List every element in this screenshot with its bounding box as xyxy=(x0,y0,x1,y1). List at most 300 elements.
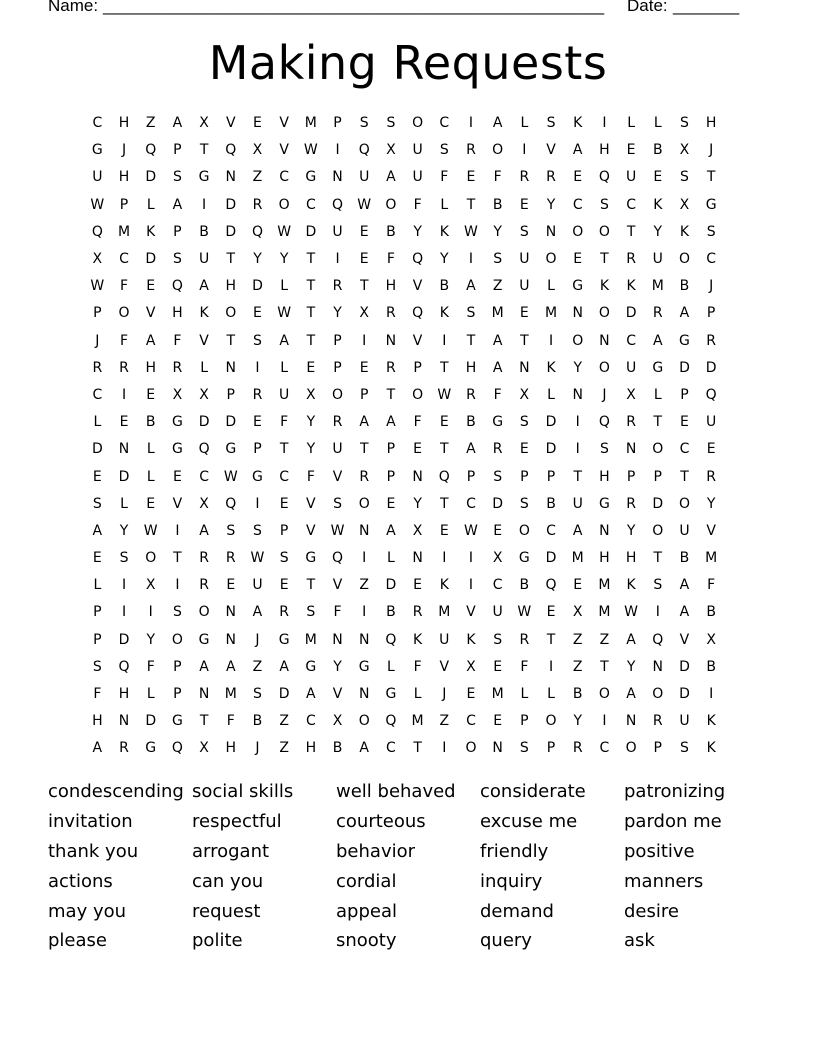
grid-letter[interactable]: N xyxy=(599,332,610,349)
grid-letter[interactable]: B xyxy=(386,604,396,621)
grid-letter[interactable]: T xyxy=(279,441,289,458)
grid-letter[interactable]: R xyxy=(119,359,129,376)
grid-letter[interactable]: A xyxy=(199,278,209,295)
grid-letter[interactable]: X xyxy=(145,577,156,594)
grid-letter[interactable]: D xyxy=(198,414,210,431)
grid-letter[interactable]: V xyxy=(332,686,343,703)
grid-letter[interactable]: I xyxy=(655,604,660,621)
grid-letter[interactable]: O xyxy=(332,386,344,403)
grid-letter[interactable]: C xyxy=(679,441,690,458)
grid-letter[interactable]: B xyxy=(519,577,530,594)
grid-letter[interactable]: C xyxy=(305,196,316,213)
grid-letter[interactable]: S xyxy=(493,468,503,485)
grid-letter[interactable]: K xyxy=(706,740,716,757)
grid-letter[interactable]: P xyxy=(626,468,636,485)
grid-letter[interactable]: A xyxy=(92,522,103,539)
grid-letter[interactable]: G xyxy=(652,359,664,376)
grid-letter[interactable]: U xyxy=(572,495,583,512)
grid-letter[interactable]: W xyxy=(90,196,105,213)
grid-letter[interactable]: Z xyxy=(492,278,503,295)
grid-letter[interactable]: U xyxy=(679,713,690,730)
grid-letter[interactable]: W xyxy=(303,142,318,159)
grid-letter[interactable]: Q xyxy=(91,223,103,240)
grid-letter[interactable]: X xyxy=(386,142,396,159)
grid-letter[interactable]: G xyxy=(278,631,290,648)
grid-letter[interactable]: E xyxy=(573,577,583,594)
grid-letter[interactable]: A xyxy=(492,115,503,132)
grid-letter[interactable]: B xyxy=(679,278,690,295)
grid-letter[interactable]: S xyxy=(279,550,289,567)
grid-letter[interactable]: P xyxy=(173,658,182,675)
grid-letter[interactable]: E xyxy=(493,522,503,539)
grid-letter[interactable]: E xyxy=(519,441,529,458)
grid-letter[interactable]: P xyxy=(173,142,182,159)
grid-letter[interactable]: M xyxy=(491,305,504,322)
grid-letter[interactable]: Q xyxy=(598,414,610,431)
grid-letter[interactable]: S xyxy=(519,223,529,240)
grid-letter[interactable]: N xyxy=(572,305,583,322)
grid-letter[interactable]: B xyxy=(706,604,716,621)
grid-letter[interactable]: Z xyxy=(572,658,583,675)
grid-letter[interactable]: F xyxy=(413,658,422,675)
grid-letter[interactable]: V xyxy=(279,115,289,132)
grid-letter[interactable]: O xyxy=(572,223,584,240)
grid-letter[interactable]: E xyxy=(386,495,396,512)
grid-letter[interactable]: B xyxy=(252,713,263,730)
grid-letter[interactable]: J xyxy=(602,386,607,403)
grid-letter[interactable]: E xyxy=(146,386,156,403)
grid-letter[interactable]: H xyxy=(172,305,183,322)
grid-letter[interactable]: W xyxy=(517,604,532,621)
grid-letter[interactable]: B xyxy=(679,550,690,567)
grid-letter[interactable]: T xyxy=(573,468,582,485)
grid-letter[interactable]: N xyxy=(118,441,130,458)
grid-letter[interactable]: F xyxy=(120,278,129,295)
grid-letter[interactable]: F xyxy=(386,251,395,268)
grid-letter[interactable]: P xyxy=(413,359,422,376)
grid-letter[interactable]: L xyxy=(440,196,449,213)
grid-letter[interactable]: G xyxy=(679,332,690,349)
grid-letter[interactable]: K xyxy=(199,305,209,322)
grid-letter[interactable]: N xyxy=(225,631,237,648)
grid-letter[interactable]: S xyxy=(680,169,689,186)
grid-letter[interactable]: Y xyxy=(306,441,316,458)
grid-letter[interactable]: E xyxy=(413,577,423,594)
grid-letter[interactable]: G xyxy=(518,550,530,567)
grid-letter[interactable]: I xyxy=(442,550,447,567)
grid-letter[interactable]: T xyxy=(440,359,449,376)
grid-letter[interactable]: N xyxy=(572,386,583,403)
grid-letter[interactable]: U xyxy=(679,522,690,539)
grid-letter[interactable]: I xyxy=(202,196,207,213)
grid-letter[interactable]: E xyxy=(706,441,716,458)
grid-letter[interactable]: M xyxy=(438,604,451,621)
grid-letter[interactable]: F xyxy=(413,196,422,213)
grid-letter[interactable]: O xyxy=(465,740,477,757)
grid-letter[interactable]: Y xyxy=(546,196,556,213)
grid-letter[interactable]: H xyxy=(599,142,610,159)
grid-letter[interactable]: H xyxy=(118,686,130,703)
grid-letter[interactable]: K xyxy=(439,305,449,322)
grid-letter[interactable]: P xyxy=(333,332,342,349)
grid-letter[interactable]: H xyxy=(705,115,717,132)
grid-letter[interactable]: T xyxy=(306,305,316,322)
grid-letter[interactable]: A xyxy=(386,522,396,539)
grid-letter[interactable]: R xyxy=(225,550,236,567)
grid-letter[interactable]: E xyxy=(439,522,449,539)
grid-letter[interactable]: Q xyxy=(412,251,424,268)
grid-letter[interactable]: Z xyxy=(145,115,156,132)
grid-letter[interactable]: R xyxy=(252,386,263,403)
grid-letter[interactable]: O xyxy=(518,522,530,539)
grid-letter[interactable]: S xyxy=(172,169,182,186)
grid-letter[interactable]: I xyxy=(442,740,447,757)
grid-letter[interactable]: H xyxy=(225,278,237,295)
grid-letter[interactable]: Z xyxy=(252,658,263,675)
grid-letter[interactable]: T xyxy=(386,386,396,403)
grid-letter[interactable]: X xyxy=(412,522,423,539)
grid-letter[interactable]: B xyxy=(386,223,396,240)
grid-letter[interactable]: V xyxy=(412,278,423,295)
grid-letter[interactable]: W xyxy=(277,305,292,322)
grid-letter[interactable]: V xyxy=(145,305,156,322)
grid-letter[interactable]: Z xyxy=(279,713,289,730)
grid-letter[interactable]: L xyxy=(280,278,289,295)
grid-letter[interactable]: S xyxy=(653,577,663,594)
grid-letter[interactable]: N xyxy=(198,686,210,703)
grid-letter[interactable]: A xyxy=(92,740,103,757)
grid-letter[interactable]: B xyxy=(145,414,156,431)
grid-letter[interactable]: C xyxy=(92,115,103,132)
grid-letter[interactable]: D xyxy=(652,495,664,512)
grid-letter[interactable]: U xyxy=(625,169,637,186)
grid-letter[interactable]: S xyxy=(680,115,689,132)
grid-letter[interactable]: U xyxy=(519,251,530,268)
grid-letter[interactable]: U xyxy=(412,169,423,186)
grid-letter[interactable]: T xyxy=(199,713,209,730)
grid-letter[interactable]: N xyxy=(358,631,370,648)
grid-letter[interactable]: R xyxy=(199,577,209,594)
grid-letter[interactable]: I xyxy=(121,386,127,403)
grid-letter[interactable]: L xyxy=(547,386,555,403)
grid-letter[interactable]: P xyxy=(93,604,102,621)
grid-letter[interactable]: R xyxy=(359,468,370,485)
grid-letter[interactable]: A xyxy=(359,414,369,431)
grid-letter[interactable]: S xyxy=(439,142,449,159)
grid-letter[interactable]: N xyxy=(225,169,237,186)
grid-letter[interactable]: Q xyxy=(438,468,450,485)
grid-letter[interactable]: T xyxy=(306,251,316,268)
grid-letter[interactable]: F xyxy=(333,604,342,621)
grid-letter[interactable]: R xyxy=(172,359,183,376)
grid-letter[interactable]: S xyxy=(172,604,182,621)
grid-letter[interactable]: X xyxy=(519,386,530,403)
grid-letter[interactable]: O xyxy=(492,142,504,159)
grid-letter[interactable]: Q xyxy=(225,142,237,159)
grid-letter[interactable]: L xyxy=(520,115,529,132)
grid-letter[interactable]: D xyxy=(278,686,290,703)
grid-letter[interactable]: Q xyxy=(118,658,130,675)
grid-letter[interactable]: A xyxy=(679,604,690,621)
grid-letter[interactable]: P xyxy=(520,713,529,730)
grid-letter[interactable]: L xyxy=(146,686,155,703)
grid-letter[interactable]: O xyxy=(598,686,610,703)
grid-letter[interactable]: R xyxy=(412,604,423,621)
grid-letter[interactable]: I xyxy=(442,332,447,349)
grid-letter[interactable]: P xyxy=(466,468,476,485)
grid-letter[interactable]: I xyxy=(362,332,367,349)
grid-letter[interactable]: O xyxy=(198,604,210,621)
grid-letter[interactable]: F xyxy=(520,658,529,675)
grid-letter[interactable]: E xyxy=(119,414,129,431)
grid-letter[interactable]: E xyxy=(519,196,529,213)
grid-letter[interactable]: I xyxy=(255,495,260,512)
grid-letter[interactable]: Q xyxy=(171,278,183,295)
grid-letter[interactable]: E xyxy=(279,577,289,594)
grid-letter[interactable]: U xyxy=(706,414,717,431)
grid-letter[interactable]: R xyxy=(332,278,343,295)
grid-letter[interactable]: Z xyxy=(599,631,610,648)
grid-letter[interactable]: C xyxy=(466,713,476,730)
grid-letter[interactable]: S xyxy=(466,305,476,322)
grid-letter[interactable]: N xyxy=(385,332,397,349)
grid-letter[interactable]: Y xyxy=(626,658,636,675)
grid-letter[interactable]: Z xyxy=(359,577,370,594)
grid-letter[interactable]: O xyxy=(225,305,237,322)
grid-letter[interactable]: G xyxy=(598,495,610,512)
grid-letter[interactable]: T xyxy=(653,550,663,567)
grid-letter[interactable]: M xyxy=(544,305,558,322)
grid-letter[interactable]: Y xyxy=(493,223,502,240)
grid-letter[interactable]: A xyxy=(252,604,263,621)
grid-letter[interactable]: Y xyxy=(279,251,289,268)
grid-letter[interactable]: L xyxy=(520,686,529,703)
grid-letter[interactable]: Y xyxy=(653,223,663,240)
grid-letter[interactable]: M xyxy=(598,577,611,594)
grid-letter[interactable]: Y xyxy=(333,658,342,675)
grid-letter[interactable]: T xyxy=(226,251,236,268)
grid-letter[interactable]: C xyxy=(466,495,476,512)
grid-letter[interactable]: H xyxy=(625,550,637,567)
grid-letter[interactable]: R xyxy=(386,305,396,322)
grid-letter[interactable]: A xyxy=(626,686,636,703)
grid-letter[interactable]: G xyxy=(198,631,210,648)
grid-letter[interactable]: V xyxy=(332,468,343,485)
grid-letter[interactable]: R xyxy=(466,142,476,159)
grid-letter[interactable]: Q xyxy=(705,386,717,403)
grid-letter[interactable]: M xyxy=(571,550,584,567)
grid-letter[interactable]: N xyxy=(118,713,130,730)
grid-letter[interactable]: T xyxy=(306,577,316,594)
grid-letter[interactable]: W xyxy=(357,196,372,213)
grid-letter[interactable]: U xyxy=(332,223,343,240)
grid-letter[interactable]: A xyxy=(386,169,396,186)
grid-letter[interactable]: V xyxy=(199,332,209,349)
grid-letter[interactable]: O xyxy=(412,115,424,132)
grid-letter[interactable]: F xyxy=(306,468,315,485)
grid-letter[interactable]: L xyxy=(146,196,155,213)
grid-letter[interactable]: O xyxy=(598,223,610,240)
grid-letter[interactable]: P xyxy=(93,631,102,648)
grid-letter[interactable]: D xyxy=(545,441,557,458)
grid-letter[interactable]: R xyxy=(119,740,129,757)
grid-letter[interactable]: A xyxy=(626,631,636,648)
grid-letter[interactable]: O xyxy=(358,713,370,730)
grid-letter[interactable]: X xyxy=(252,142,263,159)
grid-letter[interactable]: A xyxy=(172,115,183,132)
grid-letter[interactable]: X xyxy=(706,631,716,648)
grid-letter[interactable]: E xyxy=(92,468,102,485)
grid-letter[interactable]: Q xyxy=(598,169,610,186)
grid-letter[interactable]: J xyxy=(709,142,714,159)
grid-letter[interactable]: O xyxy=(678,495,690,512)
grid-letter[interactable]: I xyxy=(362,550,367,567)
grid-letter[interactable]: G xyxy=(225,441,237,458)
grid-letter[interactable]: K xyxy=(146,223,156,240)
grid-letter[interactable]: I xyxy=(335,142,340,159)
grid-letter[interactable]: F xyxy=(93,686,102,703)
grid-letter[interactable]: N xyxy=(519,359,530,376)
grid-letter[interactable]: T xyxy=(199,142,209,159)
grid-letter[interactable]: P xyxy=(653,468,662,485)
grid-letter[interactable]: H xyxy=(599,468,610,485)
grid-letter[interactable]: W xyxy=(464,522,478,539)
date-field[interactable]: _______ xyxy=(673,0,740,15)
grid-letter[interactable]: X xyxy=(359,305,370,322)
grid-letter[interactable]: V xyxy=(679,631,690,648)
grid-letter[interactable]: E xyxy=(253,115,262,132)
grid-letter[interactable]: V xyxy=(172,495,183,512)
grid-letter[interactable]: I xyxy=(148,604,153,621)
grid-letter[interactable]: R xyxy=(199,550,209,567)
grid-letter[interactable]: P xyxy=(333,115,342,132)
grid-letter[interactable]: P xyxy=(173,686,182,703)
grid-letter[interactable]: O xyxy=(652,522,664,539)
grid-letter[interactable]: E xyxy=(172,468,182,485)
grid-letter[interactable]: E xyxy=(413,441,423,458)
grid-letter[interactable]: Y xyxy=(333,305,342,322)
grid-letter[interactable]: O xyxy=(652,441,664,458)
grid-letter[interactable]: A xyxy=(279,658,289,675)
grid-letter[interactable]: U xyxy=(492,604,503,621)
grid-letter[interactable]: N xyxy=(492,740,503,757)
grid-letter[interactable]: O xyxy=(385,196,397,213)
grid-letter[interactable]: A xyxy=(386,414,396,431)
grid-letter[interactable]: W xyxy=(90,278,105,295)
grid-letter[interactable]: U xyxy=(252,577,263,594)
grid-letter[interactable]: Q xyxy=(225,495,237,512)
grid-letter[interactable]: K xyxy=(599,278,609,295)
grid-letter[interactable]: D xyxy=(679,359,690,376)
grid-letter[interactable]: C xyxy=(599,740,610,757)
grid-letter[interactable]: R xyxy=(252,196,263,213)
grid-letter[interactable]: B xyxy=(546,495,556,512)
grid-letter[interactable]: V xyxy=(412,332,423,349)
grid-letter[interactable]: R xyxy=(706,332,717,349)
grid-letter[interactable]: B xyxy=(439,278,450,295)
grid-letter[interactable]: S xyxy=(92,658,102,675)
grid-letter[interactable]: C xyxy=(279,169,290,186)
grid-letter[interactable]: R xyxy=(492,441,503,458)
grid-letter[interactable]: A xyxy=(679,577,690,594)
grid-letter[interactable]: L xyxy=(547,278,555,295)
grid-letter[interactable]: T xyxy=(306,278,316,295)
grid-letter[interactable]: R xyxy=(332,414,343,431)
grid-letter[interactable]: Z xyxy=(252,169,263,186)
grid-letter[interactable]: K xyxy=(626,577,636,594)
grid-letter[interactable]: I xyxy=(468,251,474,268)
grid-letter[interactable]: W xyxy=(464,223,478,240)
grid-letter[interactable]: R xyxy=(466,386,476,403)
grid-letter[interactable]: G xyxy=(358,658,370,675)
grid-letter[interactable]: L xyxy=(93,414,102,431)
grid-letter[interactable]: N xyxy=(225,359,237,376)
grid-letter[interactable]: T xyxy=(600,658,609,675)
grid-letter[interactable]: A xyxy=(359,740,369,757)
grid-letter[interactable]: I xyxy=(575,441,580,458)
grid-letter[interactable]: L xyxy=(146,441,155,458)
grid-letter[interactable]: E xyxy=(466,169,476,186)
grid-letter[interactable]: C xyxy=(626,196,636,213)
grid-letter[interactable]: E xyxy=(680,414,689,431)
grid-letter[interactable]: N xyxy=(652,658,664,675)
grid-letter[interactable]: U xyxy=(652,251,663,268)
grid-letter[interactable]: P xyxy=(653,740,662,757)
grid-letter[interactable]: L xyxy=(93,577,102,594)
grid-letter[interactable]: S xyxy=(386,115,396,132)
grid-letter[interactable]: O xyxy=(545,713,557,730)
grid-letter[interactable]: R xyxy=(519,631,530,648)
grid-letter[interactable]: A xyxy=(572,142,583,159)
grid-letter[interactable]: T xyxy=(466,196,476,213)
grid-letter[interactable]: T xyxy=(520,332,529,349)
grid-letter[interactable]: X xyxy=(626,386,636,403)
grid-letter[interactable]: C xyxy=(92,386,103,403)
grid-letter[interactable]: X xyxy=(172,386,183,403)
grid-letter[interactable]: F xyxy=(493,169,502,186)
grid-letter[interactable]: O xyxy=(572,332,584,349)
grid-letter[interactable]: S xyxy=(253,332,262,349)
grid-letter[interactable]: X xyxy=(466,658,476,675)
grid-letter[interactable]: M xyxy=(705,550,718,567)
grid-letter[interactable]: W xyxy=(143,522,158,539)
grid-letter[interactable]: D xyxy=(545,550,557,567)
grid-letter[interactable]: O xyxy=(412,386,424,403)
grid-letter[interactable]: S xyxy=(599,441,609,458)
grid-letter[interactable]: T xyxy=(680,468,689,485)
grid-letter[interactable]: Q xyxy=(171,740,183,757)
grid-letter[interactable]: B xyxy=(652,142,663,159)
grid-letter[interactable]: I xyxy=(255,359,260,376)
grid-letter[interactable]: A xyxy=(572,522,583,539)
grid-letter[interactable]: V xyxy=(439,658,450,675)
grid-letter[interactable]: L xyxy=(200,359,208,376)
grid-letter[interactable]: I xyxy=(121,604,127,621)
grid-letter[interactable]: E xyxy=(439,414,449,431)
grid-letter[interactable]: E xyxy=(359,251,369,268)
grid-letter[interactable]: F xyxy=(226,713,235,730)
grid-letter[interactable]: F xyxy=(173,332,182,349)
grid-letter[interactable]: H xyxy=(145,359,156,376)
grid-letter[interactable]: N xyxy=(332,631,343,648)
grid-letter[interactable]: X xyxy=(199,115,209,132)
grid-letter[interactable]: G xyxy=(305,658,317,675)
grid-letter[interactable]: R xyxy=(572,740,583,757)
grid-letter[interactable]: N xyxy=(358,522,370,539)
grid-letter[interactable]: I xyxy=(121,577,127,594)
grid-letter[interactable]: Z xyxy=(279,740,289,757)
grid-letter[interactable]: N xyxy=(599,522,610,539)
